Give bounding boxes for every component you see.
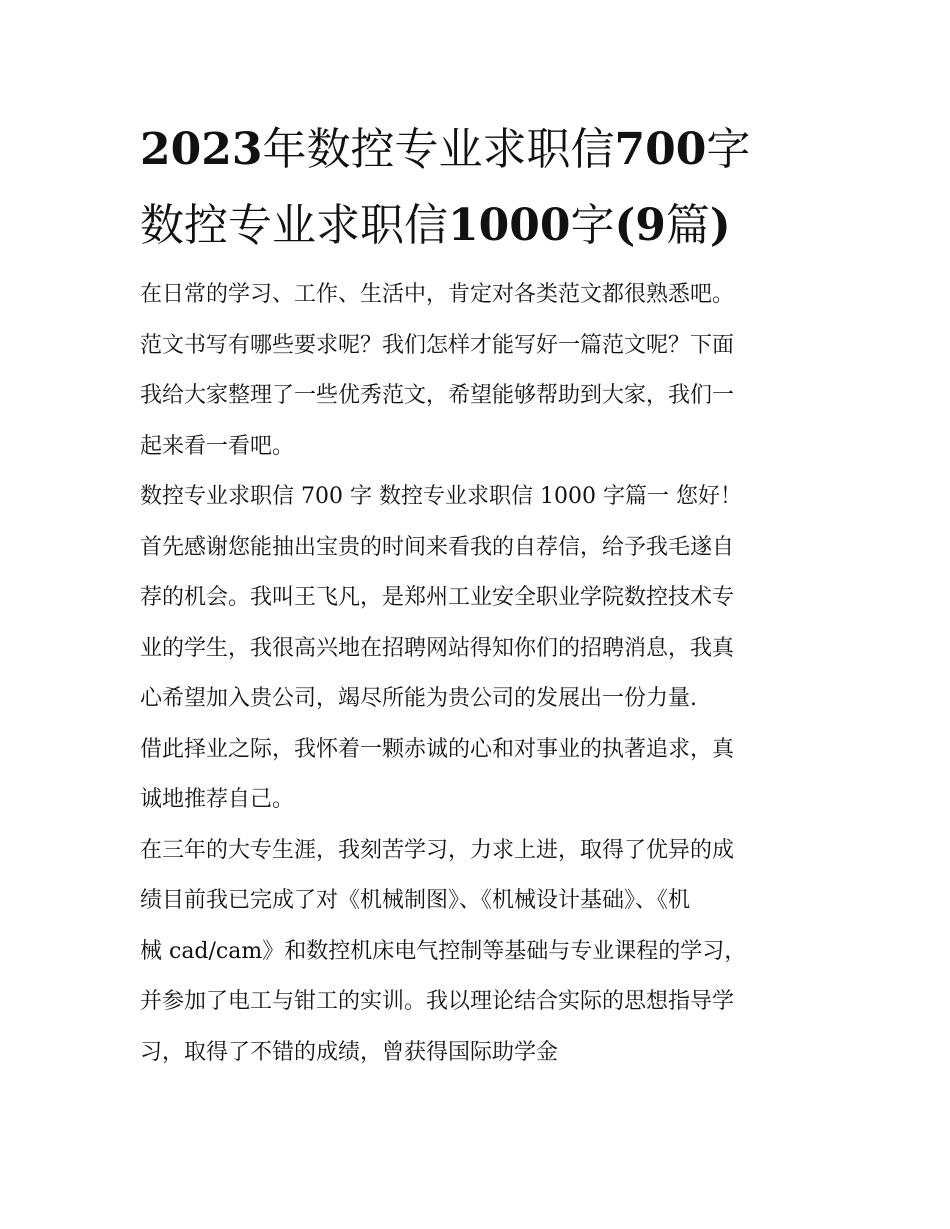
paragraph-heading-greeting xyxy=(140,472,812,523)
text-line: 绩目前我已完成了对《机械制图》、《机械设计基础》、《机 xyxy=(140,888,691,913)
title-line-2: 数控专业求职信1000字(9篇) xyxy=(140,200,731,251)
paragraph-recommendation xyxy=(140,725,812,826)
text-line: 荐的机会。我叫王飞凡，是郑州工业安全职业学院数控技术专 xyxy=(140,585,735,610)
text-line: 在日常的学习、工作、生活中，肯定对各类范文都很熟悉吧。 xyxy=(140,282,735,307)
text-line: 在三年的大专生涯，我刻苦学习，力求上进，取得了优异的成 xyxy=(140,837,735,863)
text-line: 数控专业求职信 700 字 数控专业求职信 1000 字篇一 您好！ xyxy=(140,484,742,509)
text-line: 业的学生，我很高兴地在招聘网站得知你们的招聘消息，我真 xyxy=(140,635,735,661)
text-line: 我给大家整理了一些优秀范文，希望能够帮助到大家，我们一 xyxy=(140,383,735,408)
title-line-1: 2023年数控专业求职信700字 xyxy=(140,124,751,175)
text-line: 首先感谢您能抽出宝贵的时间来看我的自荐信，给予我毛遂自 xyxy=(140,534,735,560)
text-line: 心希望加入贵公司，竭尽所能为贵公司的发展出一份力量. xyxy=(140,686,697,711)
paragraph-studies xyxy=(140,826,812,1079)
paragraph-self-introduction xyxy=(140,523,812,725)
text-line: 并参加了电工与钳工的实训。我以理论结合实际的思想指导学 xyxy=(140,989,735,1014)
document-title xyxy=(140,112,812,264)
document-body xyxy=(140,270,812,1078)
text-line: 械 cad/cam》和数控机床电气控制等基础与专业课程的学习， xyxy=(140,938,747,964)
paragraph-intro xyxy=(140,270,812,472)
text-line: 起来看一看吧。 xyxy=(140,433,295,459)
text-line: 诚地推荐自己。 xyxy=(140,787,295,812)
text-line: 借此择业之际，我怀着一颗赤诚的心和对事业的执著追求，真 xyxy=(140,736,735,762)
text-line: 习，取得了不错的成绩，曾获得国际助学金 xyxy=(140,1039,559,1065)
text-line: 范文书写有哪些要求呢？我们怎样才能写好一篇范文呢？下面 xyxy=(140,332,735,358)
